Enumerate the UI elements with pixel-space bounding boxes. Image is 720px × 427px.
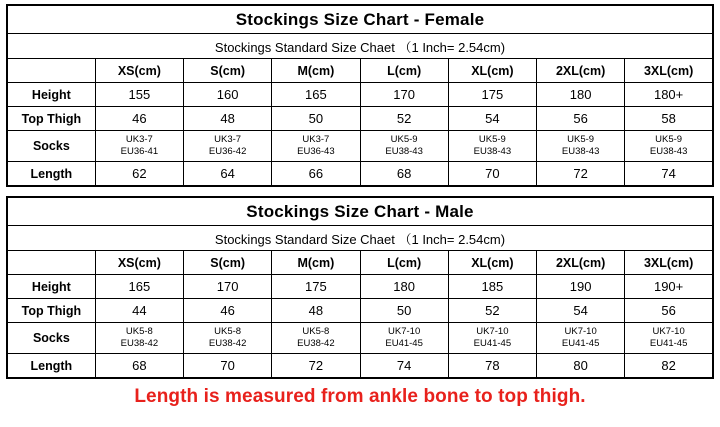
cell-length-l: 68	[360, 162, 448, 187]
socks-uk: UK3-7	[214, 134, 242, 146]
socks-uk: UK5-9	[655, 134, 683, 146]
column-header-m: M(cm)	[272, 59, 360, 83]
cell-topthigh-s: 46	[184, 299, 272, 323]
cell-socks-xs	[95, 323, 183, 354]
cell-topthigh-m: 48	[272, 299, 360, 323]
socks-uk: UK7-10	[388, 326, 421, 338]
cell-height-s: 170	[184, 275, 272, 299]
row-label-length: Length	[7, 354, 95, 379]
column-header-3xl: 3XL(cm)	[625, 251, 713, 275]
cell-topthigh-l: 50	[360, 299, 448, 323]
table-separator	[6, 187, 714, 196]
cell-topthigh-xs: 46	[95, 107, 183, 131]
column-header-blank	[7, 59, 95, 83]
cell-socks-xl	[448, 131, 536, 162]
row-label-length: Length	[7, 162, 95, 187]
cell-topthigh-xl: 54	[448, 107, 536, 131]
socks-uk: UK3-7	[302, 134, 330, 146]
table-subtitle-row	[7, 226, 713, 251]
row-label-top-thigh: Top Thigh	[7, 107, 95, 131]
cell-length-l: 74	[360, 354, 448, 379]
cell-length-s: 70	[184, 354, 272, 379]
cell-socks-xl	[448, 323, 536, 354]
socks-eu: EU41-45	[385, 338, 423, 349]
column-header-xs: XS(cm)	[95, 251, 183, 275]
cell-socks-2xl	[537, 323, 625, 354]
column-header-xs: XS(cm)	[95, 59, 183, 83]
column-header-s: S(cm)	[184, 59, 272, 83]
socks-uk: UK5-8	[125, 326, 153, 338]
table-subtitle-row	[7, 34, 713, 59]
socks-eu: EU41-45	[561, 338, 600, 349]
socks-eu: EU38-43	[561, 146, 600, 157]
cell-length-3xl: 74	[625, 162, 713, 187]
cell-length-2xl: 80	[537, 354, 625, 379]
row-label-top-thigh: Top Thigh	[7, 299, 95, 323]
socks-eu: EU38-42	[208, 338, 247, 349]
cell-length-xl: 78	[448, 354, 536, 379]
column-header-xl: XL(cm)	[448, 59, 536, 83]
cell-height-xl: 175	[448, 83, 536, 107]
socks-eu: EU41-45	[473, 338, 512, 349]
table-header-row	[7, 59, 713, 83]
socks-uk: UK3-7	[125, 134, 153, 146]
cell-topthigh-xs: 44	[95, 299, 183, 323]
cell-topthigh-s: 48	[184, 107, 272, 131]
size-chart-table-male	[6, 196, 714, 379]
cell-socks-s	[184, 323, 272, 354]
column-header-xl: XL(cm)	[448, 251, 536, 275]
socks-uk: UK5-9	[567, 134, 595, 146]
page-title-female: Stockings Size Chart - Female	[7, 5, 713, 34]
column-header-l: L(cm)	[360, 251, 448, 275]
cell-height-m: 165	[272, 83, 360, 107]
cell-length-m: 72	[272, 354, 360, 379]
table-row	[7, 107, 713, 131]
size-chart-table-female	[6, 4, 714, 187]
cell-topthigh-2xl: 56	[537, 107, 625, 131]
measurement-note: Length is measured from ankle bone to top thigh.	[134, 386, 586, 407]
socks-eu: EU38-42	[297, 338, 335, 349]
cell-socks-2xl	[537, 131, 625, 162]
socks-uk: UK5-8	[302, 326, 330, 338]
table-row	[7, 323, 713, 354]
table-title-row	[7, 5, 713, 34]
socks-eu: EU36-42	[208, 146, 247, 157]
column-header-2xl: 2XL(cm)	[537, 59, 625, 83]
row-label-socks: Socks	[7, 323, 95, 354]
column-header-3xl: 3XL(cm)	[625, 59, 713, 83]
page-title-male: Stockings Size Chart - Male	[7, 197, 713, 226]
socks-uk: UK5-9	[478, 134, 506, 146]
cell-height-3xl: 190+	[625, 275, 713, 299]
socks-eu: EU36-41	[120, 146, 159, 157]
cell-height-2xl: 190	[537, 275, 625, 299]
cell-socks-xs	[95, 131, 183, 162]
row-label-height: Height	[7, 275, 95, 299]
cell-topthigh-m: 50	[272, 107, 360, 131]
column-header-m: M(cm)	[272, 251, 360, 275]
table-header-row	[7, 251, 713, 275]
table-row	[7, 162, 713, 187]
socks-uk: UK7-10	[564, 326, 597, 338]
cell-length-3xl: 82	[625, 354, 713, 379]
cell-height-2xl: 180	[537, 83, 625, 107]
socks-eu: EU38-43	[649, 146, 688, 157]
cell-topthigh-xl: 52	[448, 299, 536, 323]
column-header-2xl: 2XL(cm)	[537, 251, 625, 275]
table-row	[7, 131, 713, 162]
cell-height-s: 160	[184, 83, 272, 107]
cell-socks-3xl	[625, 323, 713, 354]
table-row	[7, 83, 713, 107]
cell-socks-l	[360, 323, 448, 354]
cell-height-m: 175	[272, 275, 360, 299]
cell-socks-3xl	[625, 131, 713, 162]
cell-height-xs: 165	[95, 275, 183, 299]
cell-height-xl: 185	[448, 275, 536, 299]
cell-length-xs: 62	[95, 162, 183, 187]
cell-topthigh-3xl: 58	[625, 107, 713, 131]
cell-socks-s	[184, 131, 272, 162]
table-row	[7, 354, 713, 379]
cell-length-2xl: 72	[537, 162, 625, 187]
column-header-blank	[7, 251, 95, 275]
cell-length-m: 66	[272, 162, 360, 187]
socks-uk: UK5-8	[214, 326, 242, 338]
cell-socks-m	[272, 131, 360, 162]
row-label-height: Height	[7, 83, 95, 107]
table-subtitle-female: Stockings Standard Size Chaet （1 Inch= 2.54cm)	[7, 34, 713, 59]
cell-length-xs: 68	[95, 354, 183, 379]
cell-height-l: 180	[360, 275, 448, 299]
table-title-row	[7, 197, 713, 226]
cell-socks-l	[360, 131, 448, 162]
cell-socks-m	[272, 323, 360, 354]
column-header-s: S(cm)	[184, 251, 272, 275]
cell-topthigh-3xl: 56	[625, 299, 713, 323]
table-row	[7, 275, 713, 299]
cell-height-xs: 155	[95, 83, 183, 107]
socks-eu: EU38-43	[473, 146, 512, 157]
socks-eu: EU36-43	[297, 146, 335, 157]
socks-uk: UK5-9	[390, 134, 418, 146]
column-header-l: L(cm)	[360, 59, 448, 83]
cell-length-xl: 70	[448, 162, 536, 187]
socks-eu: EU38-43	[385, 146, 423, 157]
socks-uk: UK7-10	[652, 326, 685, 338]
table-row	[7, 299, 713, 323]
socks-uk: UK7-10	[476, 326, 509, 338]
cell-topthigh-l: 52	[360, 107, 448, 131]
table-subtitle-male: Stockings Standard Size Chaet （1 Inch= 2.54cm)	[7, 226, 713, 251]
cell-height-l: 170	[360, 83, 448, 107]
socks-eu: EU41-45	[649, 338, 688, 349]
socks-eu: EU38-42	[120, 338, 159, 349]
cell-length-s: 64	[184, 162, 272, 187]
cell-topthigh-2xl: 54	[537, 299, 625, 323]
row-label-socks: Socks	[7, 131, 95, 162]
cell-height-3xl: 180+	[625, 83, 713, 107]
